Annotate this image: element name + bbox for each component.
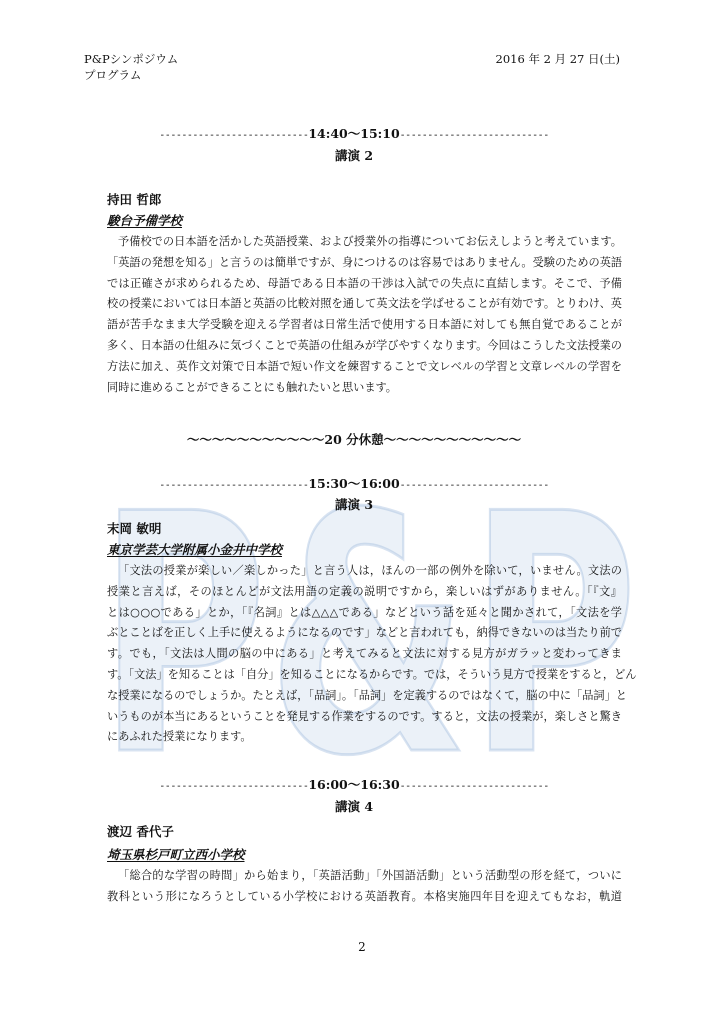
abstract-line: 同時に進めることができることにも触れたいと思います。 bbox=[107, 380, 397, 394]
lecture-title: 講演 3 bbox=[334, 497, 374, 512]
break-waves: ～～～～～～～～～～～ bbox=[186, 432, 325, 447]
time-separator bbox=[84, 124, 624, 142]
abstract-line: 予備校での日本語を活かした英語授業、および授業外の指導についてお伝えしようと考えています。 bbox=[118, 235, 622, 248]
time-separator bbox=[84, 474, 624, 492]
speaker-affiliation: 埼玉県杉戸町立西小学校 bbox=[107, 847, 245, 862]
abstract-line: す。でも，「文法は人間の脳の中にある」と考えてみると文法に対する見方がガラッと変わってきま bbox=[107, 647, 622, 661]
header-subtitle: プログラム bbox=[84, 68, 142, 82]
abstract-line: す。「文法」を知ることは「自分」を知ることになるからです。では，そういう見方で授業をすると，どん bbox=[107, 667, 637, 681]
separator-dashes: --------------------------- bbox=[159, 480, 309, 491]
abstract-line: 方法に加え、英作文対策で日本語で短い作文を練習することで文レベルの学習と文章レベルの学習を bbox=[107, 359, 622, 373]
session-time: 14:40～15:10 bbox=[308, 126, 400, 141]
abstract-line: いうものが本当にあるということを発見する作業をするのです。すると，文法の授業が，楽しさと驚き bbox=[107, 709, 622, 723]
separator-dashes: --------------------------- bbox=[399, 130, 549, 141]
separator-dashes: --------------------------- bbox=[399, 781, 549, 792]
separator-dashes: --------------------------- bbox=[159, 781, 309, 792]
separator-dashes: --------------------------- bbox=[159, 130, 309, 141]
page-number: 2 bbox=[358, 940, 366, 954]
document-header-left bbox=[84, 51, 178, 83]
separator-dashes: --------------------------- bbox=[399, 480, 549, 491]
abstract-line: 語が苦手なまま大学受験を迎える学習者は日常生活で使用する日本語に対しても無自覚であることが bbox=[107, 318, 622, 332]
abstract-line: 多く、日本語の仕組みに気づくことで英語の仕組みが学びやすくなります。今回はこうした文法授業の bbox=[107, 338, 622, 352]
speaker-name: 末岡 敏明 bbox=[107, 521, 162, 536]
lecture-title: 講演 4 bbox=[334, 799, 374, 814]
abstract-line: では正確さが求められるため、母語である日本語の干渉は入試での失点に直結します。そこで、予備 bbox=[107, 276, 622, 290]
break-banner bbox=[84, 430, 624, 448]
lecture-title: 講演 2 bbox=[334, 148, 374, 163]
abstract-text bbox=[107, 561, 637, 748]
speaker-affiliation: 東京学芸大学附属小金井中学校 bbox=[107, 542, 283, 557]
break-waves: ～～～～～～～～～～～ bbox=[383, 432, 522, 447]
svg-text:P&P: P&P bbox=[98, 444, 638, 790]
speaker-affiliation: 駿台予備学校 bbox=[107, 213, 183, 228]
abstract-line: ぶとことばを正しく上手に使えるようになるのです」などと言われても，納得できないのは当たり前で bbox=[107, 626, 622, 640]
abstract-line: 校の授業においては日本語と英語の比較対照を通して英文法を学ばせることが有効です。とりわけ、英 bbox=[107, 297, 622, 311]
abstract-line: とは○○○である」とか，「『名詞』とは△△△である」などという話を延々と聞かされて，「文法を学 bbox=[107, 605, 622, 619]
break-label: 20 分休憩 bbox=[324, 432, 384, 447]
speaker-name: 持田 哲郎 bbox=[107, 192, 162, 207]
abstract-text bbox=[107, 866, 622, 908]
abstract-line: にあふれた授業になります。 bbox=[107, 730, 252, 744]
abstract-line: な授業になるのでしょうか。たとえば，「品詞」。「品詞」を定義するのではなくて，脳の中に「品詞」と bbox=[107, 688, 627, 702]
header-date: 2016 年 2 月 27 日(土) bbox=[495, 52, 620, 66]
session-time: 15:30～16:00 bbox=[308, 476, 400, 491]
abstract-line: 授業と言えば，そのほとんどが文法用語の定義の説明ですから，楽しいはずがありません。「『文』 bbox=[107, 584, 622, 598]
time-separator bbox=[84, 775, 624, 793]
abstract-line: 「文法の授業が楽しい／楽しかった」と言う人は，ほんの一部の例外を除いて，いません。文法の bbox=[118, 564, 622, 577]
header-title: P&Pシンポジウム bbox=[84, 52, 179, 66]
abstract-line: 「総合的な学習の時間」から始まり，「英語活動」「外国語活動」という活動型の形を経て，ついに bbox=[118, 869, 622, 882]
abstract-line: 「英語の発想を知る」と言うのは簡単ですが、身につけるのは容易ではありません。受験のための英語 bbox=[107, 255, 623, 269]
speaker-name: 渡辺 香代子 bbox=[107, 824, 174, 839]
abstract-text bbox=[107, 232, 622, 398]
abstract-line: 教科という形になろうとしている小学校における英語教育。本格実施四年目を迎えてもなお，軌道 bbox=[107, 889, 622, 903]
session-time: 16:00～16:30 bbox=[308, 777, 400, 792]
